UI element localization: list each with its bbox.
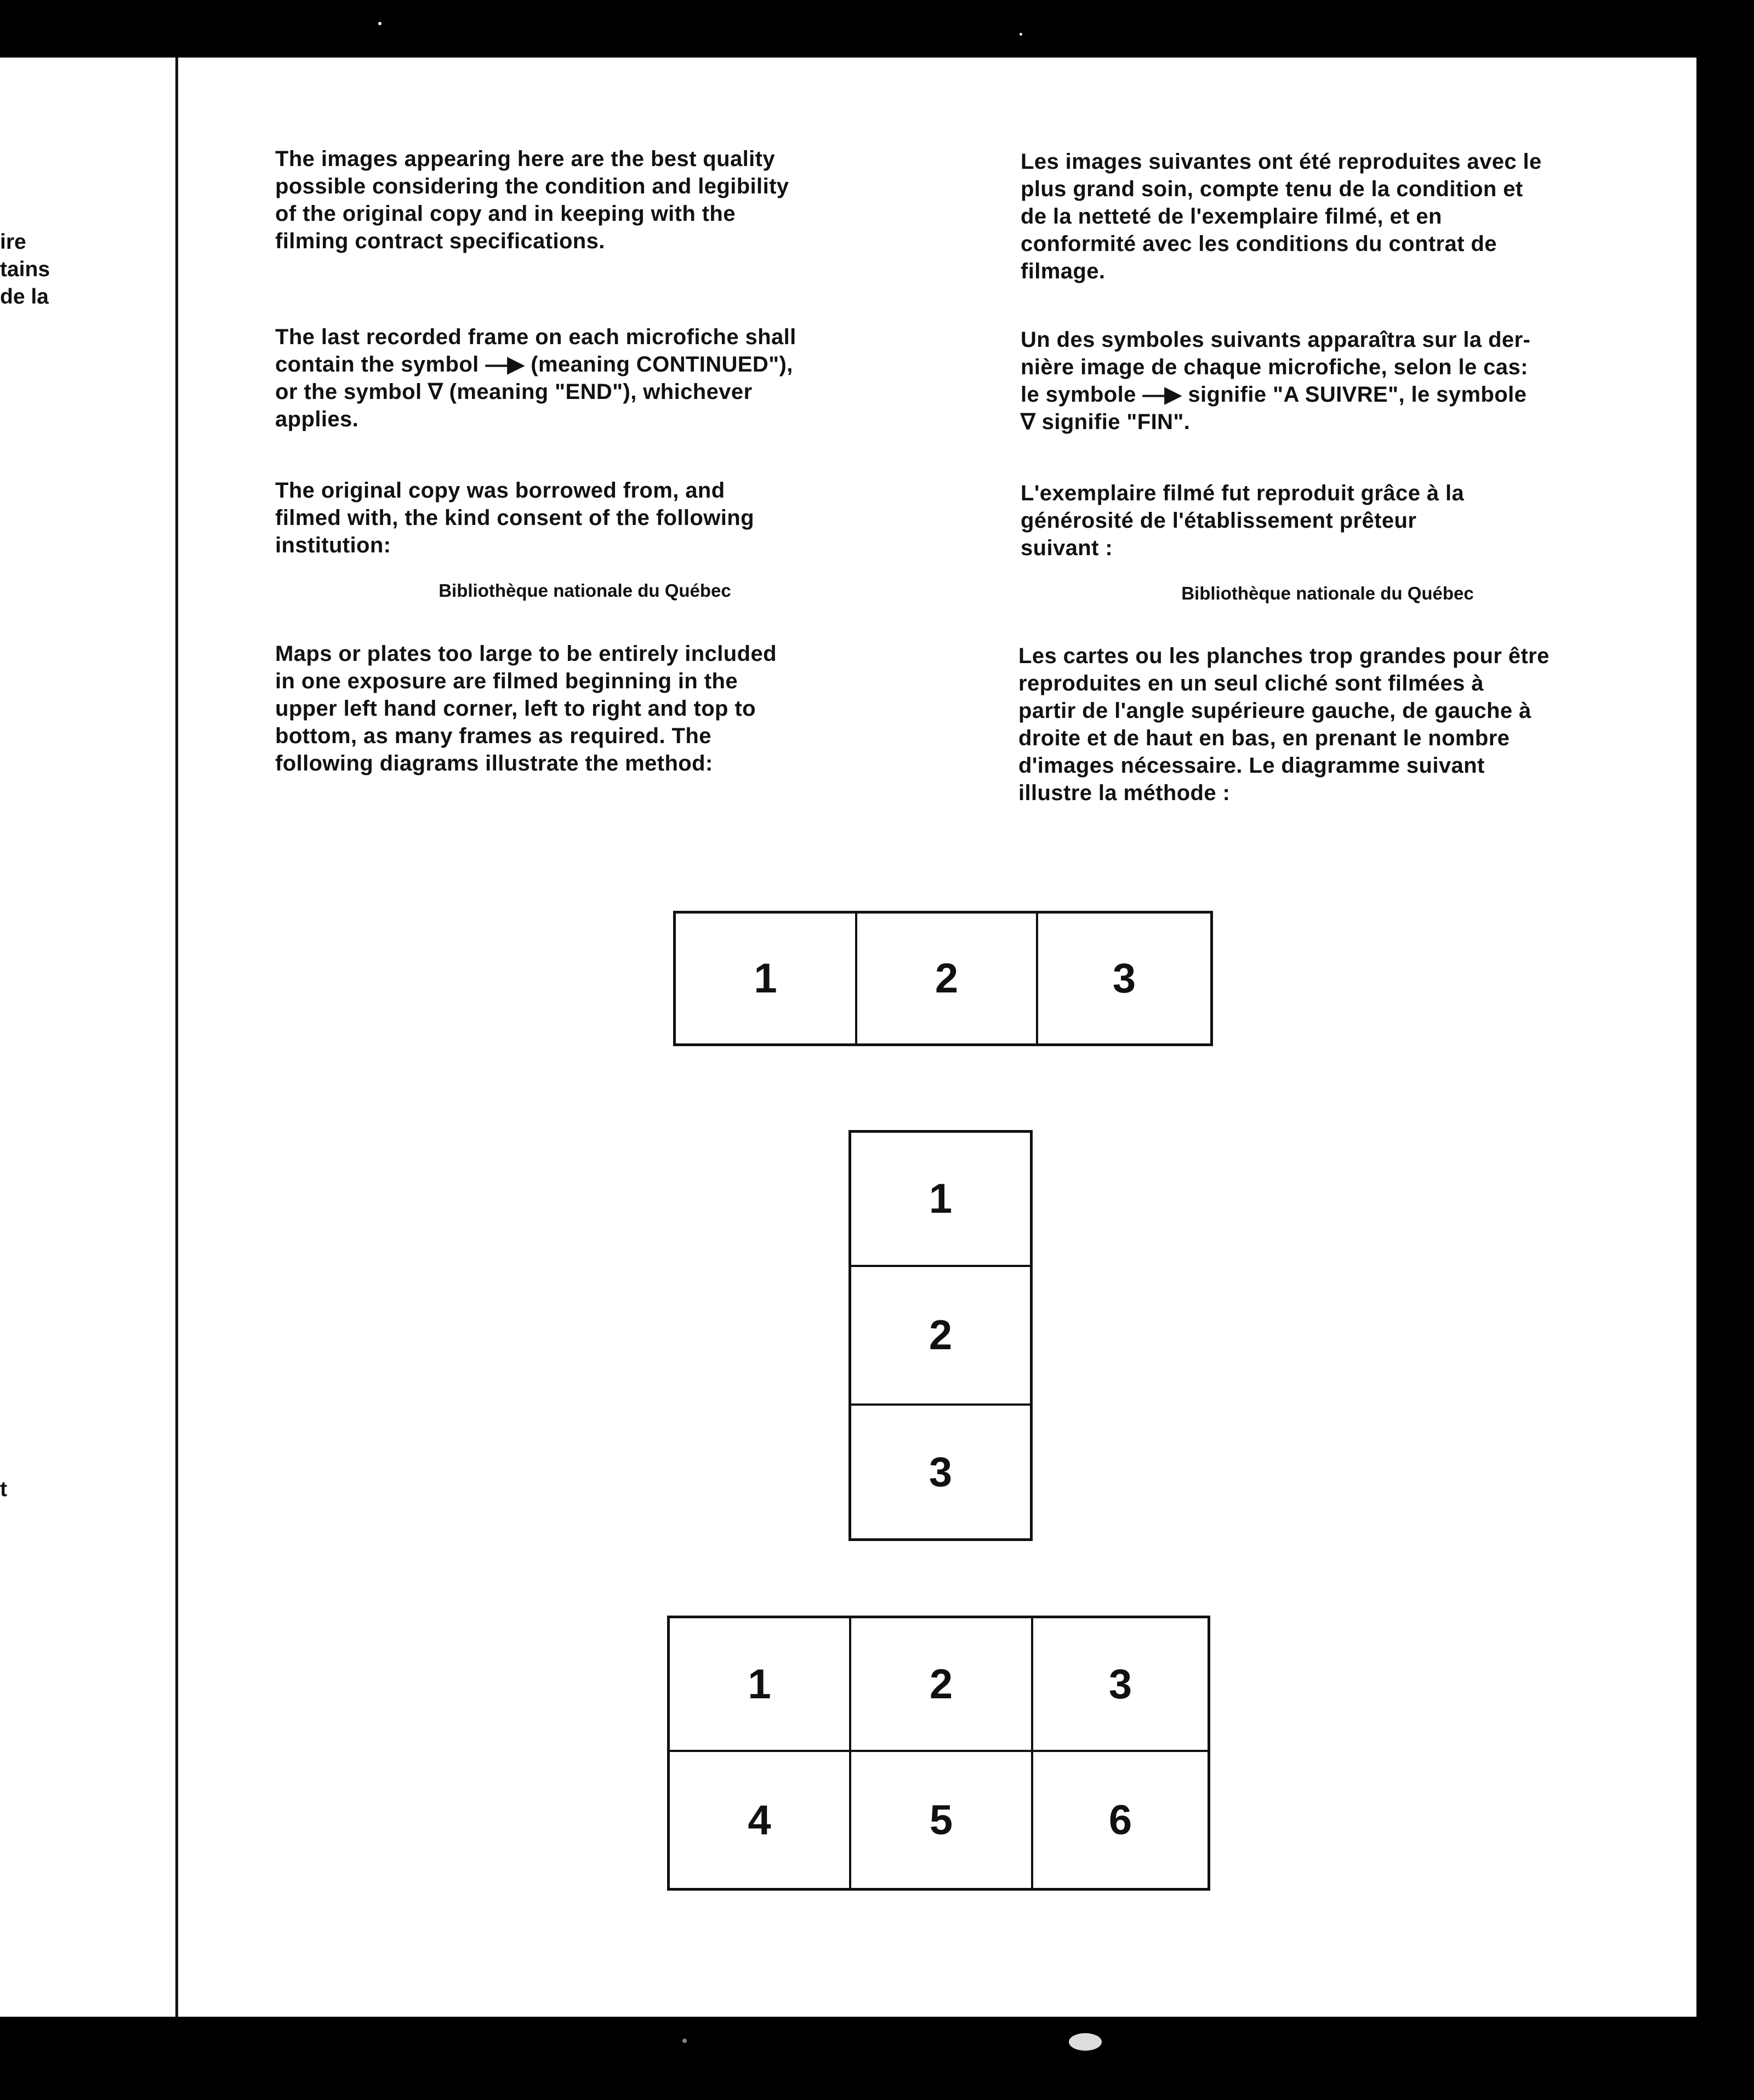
diagram-vertical-strip <box>848 1130 1033 1541</box>
scanned-page <box>0 58 1696 2017</box>
english-column <box>275 640 895 777</box>
french-institution-paragraph: L'exemplaire filmé fut reproduit grâce à la générosité de l'établissement prêteur suivant : <box>1021 481 1465 560</box>
left-page-fragment: tains <box>0 258 50 281</box>
left-page-fragment: de la <box>0 285 49 309</box>
diagram-horizontal-strip <box>673 911 1213 1046</box>
page-fold-line <box>175 58 178 2017</box>
frame-cell: 5 <box>849 1750 1031 1888</box>
frame-cell: 3 <box>1036 914 1210 1043</box>
french-maps-paragraph: Les cartes ou les planches trop grandes pour être reproduites en un seul cliché sont filmées à partir de l'angle supérieure gauche, de gauche à droite et de haut en bas, en prenant le nombre d'images nécessaire. Le diagramme suivant illustre la méthode : <box>1018 644 1550 805</box>
english-column <box>275 477 895 559</box>
frame-cell: 2 <box>851 1265 1030 1403</box>
french-column <box>1021 148 1662 285</box>
english-maps-paragraph: Maps or plates too large to be entirely included in one exposure are filmed beginning in the upper left hand corner, left to right and top to bottom, as many frames as required. The following diagrams illustrate the method: <box>275 642 777 775</box>
english-institution-name: Bibliothèque nationale du Québec <box>438 580 731 601</box>
scan-speck <box>1069 2033 1102 2051</box>
french-symbol-paragraph: Un des symboles suivants apparaîtra sur la der- nière image de chaque microfiche, selon le cas: le symbole —▶ signifie "A SUIVRE", le symbole ∇ signifie "FIN". <box>1021 328 1531 434</box>
english-symbol-paragraph: The last recorded frame on each microfiche shall contain the symbol —▶ (meaning CONTINUED"), or the symbol ∇ (meaning "END"), whichever applies. <box>275 325 796 431</box>
frame-cell: 4 <box>670 1750 849 1888</box>
frame-cell: 6 <box>1031 1750 1208 1888</box>
scan-speck <box>1020 33 1022 36</box>
frame-cell: 1 <box>748 1660 771 1708</box>
french-institution-name: Bibliothèque nationale du Québec <box>1181 583 1474 603</box>
left-page-fragment: ire <box>0 230 26 254</box>
left-page-fragment: t <box>0 1477 7 1501</box>
french-column <box>1021 480 1662 562</box>
french-column <box>1018 642 1665 807</box>
scan-speck <box>378 22 381 25</box>
english-institution-paragraph: The original copy was borrowed from, and filmed with, the kind consent of the following institution: <box>275 478 754 557</box>
frame-cell: 3 <box>851 1403 1030 1538</box>
english-column <box>275 145 895 255</box>
frame-cell: 2 <box>849 1618 1031 1750</box>
scan-speck <box>682 2039 687 2043</box>
french-column <box>1021 326 1662 436</box>
frame-cell: 1 <box>754 955 777 1002</box>
frame-cell: 1 <box>929 1175 953 1222</box>
english-column <box>275 323 895 433</box>
diagram-grid <box>667 1616 1210 1891</box>
frame-cell: 3 <box>1031 1618 1208 1750</box>
frame-cell: 2 <box>855 914 1036 1043</box>
english-intro-paragraph: The images appearing here are the best quality possible considering the condition and legibility of the original copy and in keeping with the filming contract specifications. <box>275 147 789 253</box>
french-intro-paragraph: Les images suivantes ont été reproduites avec le plus grand soin, compte tenu de la condition et de la netteté de l'exemplaire filmé, et en conformité avec les conditions du contrat de filmage. <box>1021 150 1542 283</box>
